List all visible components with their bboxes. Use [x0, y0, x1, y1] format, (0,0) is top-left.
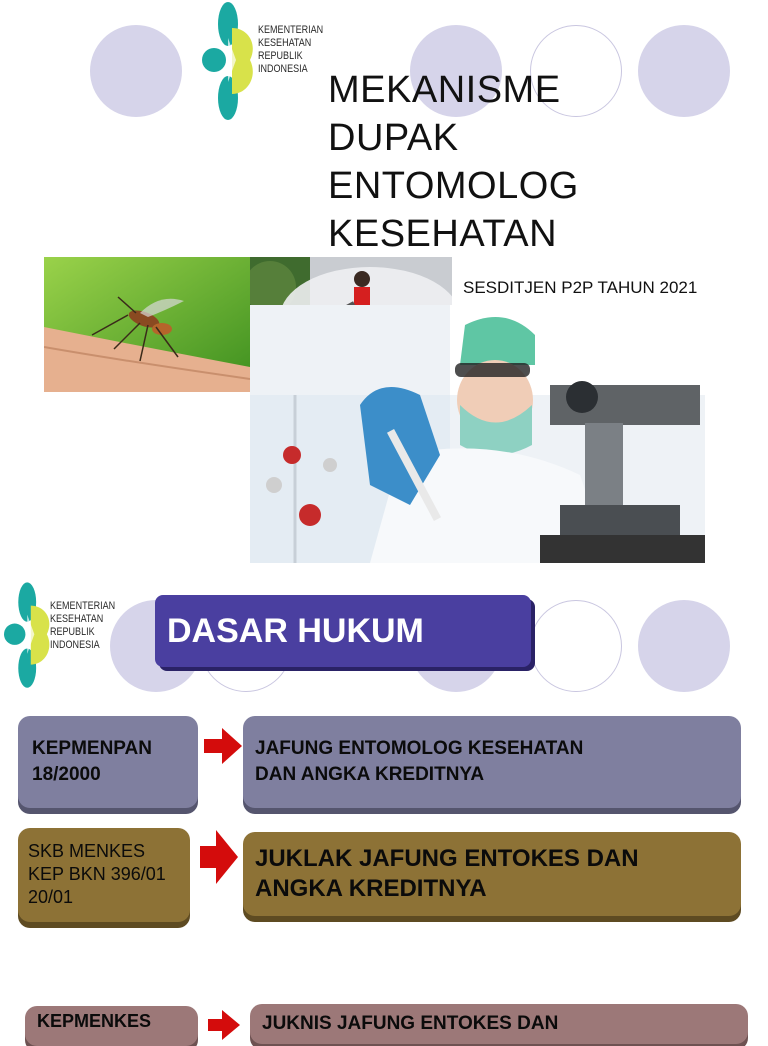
regulation-card: [250, 1004, 748, 1044]
logo-text: KEMENTERIAN KESEHATAN REPUBLIK INDONESIA: [258, 24, 324, 75]
right-arrow-icon: [208, 1010, 240, 1040]
regulation-text: JUKLAK JAFUNG ENTOKES DAN ANGKA KREDITNYA: [255, 845, 639, 902]
right-arrow-icon: [204, 728, 242, 764]
logo-text: KEMENTERIAN KESEHATAN REPUBLIK INDONESIA: [50, 600, 116, 651]
deco-circle: [530, 600, 622, 692]
kemenkes-emblem-icon: [202, 2, 258, 122]
regulation-card: [243, 832, 741, 916]
mosquito-photo: [44, 257, 250, 392]
subtitle: SESDITJEN P2P TAHUN 2021: [463, 278, 698, 297]
legal-basis-text: KEPMENKES: [37, 1011, 152, 1031]
deco-circle: [90, 25, 182, 117]
legal-basis-text: KEPMENPAN 18/2000: [32, 738, 152, 785]
regulation-text: JUKNIS JAFUNG ENTOKES DAN: [262, 1013, 559, 1034]
legal-basis-card: [25, 1006, 198, 1046]
kemenkes-logo: [4, 578, 124, 698]
deco-circle: [638, 600, 730, 692]
section-title: DASAR HUKUM: [155, 595, 531, 667]
legal-basis-text: SKB MENKES KEP BKN 396/01 20/01: [28, 841, 166, 907]
kemenkes-logo: [202, 2, 322, 122]
title-line: MEKANISME: [328, 69, 561, 111]
right-arrow-icon: [200, 830, 238, 884]
deco-circle: [638, 25, 730, 117]
title-line: KESEHATAN: [328, 213, 558, 255]
title-line: ENTOMOLOG: [328, 165, 579, 207]
page-title: [328, 66, 579, 258]
title-line: DUPAK: [328, 117, 459, 159]
regulation-card: [243, 716, 741, 808]
regulation-text: JAFUNG ENTOMOLOG KESEHATAN DAN ANGKA KREDITNYA: [255, 738, 584, 785]
lab-scientist-photo: [250, 305, 705, 563]
legal-basis-card: [18, 828, 190, 922]
kemenkes-emblem-icon: [4, 578, 54, 694]
legal-basis-card: [18, 716, 198, 808]
